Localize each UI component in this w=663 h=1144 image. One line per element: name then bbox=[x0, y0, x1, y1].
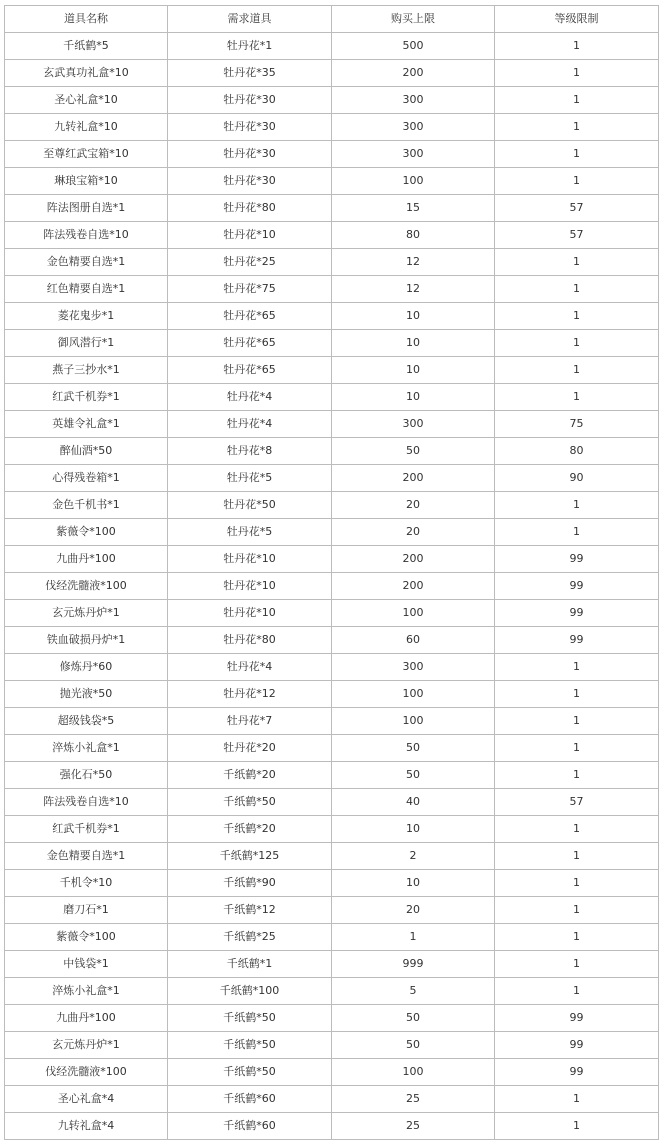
table-row bbox=[5, 60, 659, 87]
table-row bbox=[5, 951, 659, 978]
cell-item-name: 超级钱袋*5 bbox=[5, 708, 168, 735]
cell-level-limit: 1 bbox=[495, 357, 659, 384]
cell-purchase-limit: 500 bbox=[332, 33, 495, 60]
table-row bbox=[5, 222, 659, 249]
cell-level-limit: 1 bbox=[495, 870, 659, 897]
cell-level-limit: 1 bbox=[495, 681, 659, 708]
cell-item-name: 九曲丹*100 bbox=[5, 1005, 168, 1032]
table-row bbox=[5, 465, 659, 492]
cell-level-limit: 1 bbox=[495, 735, 659, 762]
table-row bbox=[5, 708, 659, 735]
cell-item-name: 千机令*10 bbox=[5, 870, 168, 897]
table-row bbox=[5, 978, 659, 1005]
cell-required-item: 牡丹花*10 bbox=[168, 573, 332, 600]
cell-purchase-limit: 50 bbox=[332, 438, 495, 465]
table-row bbox=[5, 600, 659, 627]
table-row bbox=[5, 411, 659, 438]
table-row bbox=[5, 519, 659, 546]
cell-purchase-limit: 10 bbox=[332, 384, 495, 411]
cell-level-limit: 1 bbox=[495, 330, 659, 357]
table-row bbox=[5, 168, 659, 195]
cell-item-name: 阵法图册自选*1 bbox=[5, 195, 168, 222]
cell-level-limit: 1 bbox=[495, 708, 659, 735]
cell-level-limit: 1 bbox=[495, 168, 659, 195]
cell-purchase-limit: 300 bbox=[332, 654, 495, 681]
cell-purchase-limit: 10 bbox=[332, 357, 495, 384]
cell-purchase-limit: 2 bbox=[332, 843, 495, 870]
cell-item-name: 千纸鹤*5 bbox=[5, 33, 168, 60]
cell-item-name: 燕子三抄水*1 bbox=[5, 357, 168, 384]
cell-item-name: 玄元炼丹炉*1 bbox=[5, 600, 168, 627]
cell-item-name: 强化石*50 bbox=[5, 762, 168, 789]
cell-required-item: 牡丹花*1 bbox=[168, 33, 332, 60]
table-row bbox=[5, 924, 659, 951]
cell-level-limit: 99 bbox=[495, 1032, 659, 1059]
cell-required-item: 千纸鹤*12 bbox=[168, 897, 332, 924]
cell-required-item: 牡丹花*8 bbox=[168, 438, 332, 465]
cell-item-name: 红武千机券*1 bbox=[5, 384, 168, 411]
cell-purchase-limit: 200 bbox=[332, 465, 495, 492]
table-row bbox=[5, 384, 659, 411]
cell-purchase-limit: 25 bbox=[332, 1086, 495, 1113]
table-row bbox=[5, 330, 659, 357]
cell-item-name: 御风潜行*1 bbox=[5, 330, 168, 357]
cell-required-item: 千纸鹤*60 bbox=[168, 1113, 332, 1140]
cell-purchase-limit: 60 bbox=[332, 627, 495, 654]
cell-required-item: 千纸鹤*20 bbox=[168, 816, 332, 843]
cell-purchase-limit: 10 bbox=[332, 330, 495, 357]
cell-purchase-limit: 12 bbox=[332, 276, 495, 303]
cell-required-item: 千纸鹤*50 bbox=[168, 789, 332, 816]
table-row bbox=[5, 735, 659, 762]
cell-required-item: 牡丹花*10 bbox=[168, 600, 332, 627]
cell-purchase-limit: 100 bbox=[332, 681, 495, 708]
cell-required-item: 千纸鹤*20 bbox=[168, 762, 332, 789]
cell-purchase-limit: 100 bbox=[332, 600, 495, 627]
cell-purchase-limit: 40 bbox=[332, 789, 495, 816]
cell-purchase-limit: 10 bbox=[332, 816, 495, 843]
cell-purchase-limit: 300 bbox=[332, 411, 495, 438]
header-level-limit: 等级限制 bbox=[495, 6, 659, 33]
header-item-name: 道具名称 bbox=[5, 6, 168, 33]
table-row bbox=[5, 843, 659, 870]
cell-item-name: 英雄令礼盒*1 bbox=[5, 411, 168, 438]
cell-level-limit: 1 bbox=[495, 519, 659, 546]
cell-required-item: 千纸鹤*50 bbox=[168, 1059, 332, 1086]
cell-level-limit: 1 bbox=[495, 843, 659, 870]
cell-level-limit: 1 bbox=[495, 249, 659, 276]
cell-required-item: 千纸鹤*60 bbox=[168, 1086, 332, 1113]
cell-purchase-limit: 15 bbox=[332, 195, 495, 222]
cell-level-limit: 1 bbox=[495, 492, 659, 519]
cell-item-name: 伐经洗髓液*100 bbox=[5, 1059, 168, 1086]
header-row bbox=[5, 6, 659, 33]
table-header bbox=[5, 6, 659, 33]
cell-required-item: 千纸鹤*1 bbox=[168, 951, 332, 978]
cell-level-limit: 1 bbox=[495, 978, 659, 1005]
cell-level-limit: 99 bbox=[495, 1005, 659, 1032]
cell-item-name: 铁血破损丹炉*1 bbox=[5, 627, 168, 654]
cell-purchase-limit: 999 bbox=[332, 951, 495, 978]
cell-level-limit: 75 bbox=[495, 411, 659, 438]
cell-item-name: 抛光液*50 bbox=[5, 681, 168, 708]
cell-item-name: 淬炼小礼盒*1 bbox=[5, 735, 168, 762]
cell-item-name: 中钱袋*1 bbox=[5, 951, 168, 978]
cell-level-limit: 99 bbox=[495, 1059, 659, 1086]
table-row bbox=[5, 870, 659, 897]
cell-level-limit: 1 bbox=[495, 897, 659, 924]
cell-purchase-limit: 25 bbox=[332, 1113, 495, 1140]
cell-item-name: 修炼丹*60 bbox=[5, 654, 168, 681]
cell-required-item: 牡丹花*12 bbox=[168, 681, 332, 708]
cell-purchase-limit: 200 bbox=[332, 573, 495, 600]
cell-item-name: 金色精要自选*1 bbox=[5, 843, 168, 870]
cell-item-name: 心得残卷箱*1 bbox=[5, 465, 168, 492]
cell-purchase-limit: 80 bbox=[332, 222, 495, 249]
cell-item-name: 琳琅宝箱*10 bbox=[5, 168, 168, 195]
cell-item-name: 醉仙酒*50 bbox=[5, 438, 168, 465]
cell-level-limit: 99 bbox=[495, 573, 659, 600]
cell-purchase-limit: 1 bbox=[332, 924, 495, 951]
cell-required-item: 牡丹花*4 bbox=[168, 654, 332, 681]
cell-level-limit: 57 bbox=[495, 195, 659, 222]
table-row bbox=[5, 1113, 659, 1140]
cell-required-item: 牡丹花*30 bbox=[168, 114, 332, 141]
cell-required-item: 牡丹花*65 bbox=[168, 303, 332, 330]
table-row bbox=[5, 438, 659, 465]
cell-purchase-limit: 10 bbox=[332, 870, 495, 897]
cell-level-limit: 99 bbox=[495, 600, 659, 627]
cell-item-name: 淬炼小礼盒*1 bbox=[5, 978, 168, 1005]
cell-item-name: 紫薇令*100 bbox=[5, 519, 168, 546]
cell-level-limit: 1 bbox=[495, 276, 659, 303]
cell-level-limit: 99 bbox=[495, 627, 659, 654]
cell-level-limit: 1 bbox=[495, 816, 659, 843]
cell-required-item: 千纸鹤*50 bbox=[168, 1032, 332, 1059]
cell-purchase-limit: 300 bbox=[332, 87, 495, 114]
cell-purchase-limit: 100 bbox=[332, 168, 495, 195]
table-row bbox=[5, 195, 659, 222]
cell-required-item: 牡丹花*65 bbox=[168, 357, 332, 384]
cell-required-item: 牡丹花*30 bbox=[168, 168, 332, 195]
cell-level-limit: 1 bbox=[495, 384, 659, 411]
cell-required-item: 牡丹花*4 bbox=[168, 384, 332, 411]
cell-level-limit: 1 bbox=[495, 60, 659, 87]
table-row bbox=[5, 573, 659, 600]
cell-item-name: 阵法残卷自选*10 bbox=[5, 222, 168, 249]
cell-item-name: 圣心礼盒*4 bbox=[5, 1086, 168, 1113]
cell-item-name: 红色精要自选*1 bbox=[5, 276, 168, 303]
cell-item-name: 九转礼盒*10 bbox=[5, 114, 168, 141]
cell-required-item: 牡丹花*80 bbox=[168, 627, 332, 654]
cell-required-item: 牡丹花*35 bbox=[168, 60, 332, 87]
cell-level-limit: 99 bbox=[495, 546, 659, 573]
cell-required-item: 牡丹花*30 bbox=[168, 87, 332, 114]
cell-purchase-limit: 50 bbox=[332, 1005, 495, 1032]
cell-level-limit: 1 bbox=[495, 141, 659, 168]
table-row bbox=[5, 1059, 659, 1086]
cell-purchase-limit: 5 bbox=[332, 978, 495, 1005]
cell-item-name: 金色精要自选*1 bbox=[5, 249, 168, 276]
header-required-item: 需求道具 bbox=[168, 6, 332, 33]
cell-item-name: 伐经洗髓液*100 bbox=[5, 573, 168, 600]
table-body bbox=[5, 33, 659, 1140]
cell-item-name: 阵法残卷自选*10 bbox=[5, 789, 168, 816]
table-row bbox=[5, 789, 659, 816]
table-row bbox=[5, 492, 659, 519]
cell-item-name: 金色千机书*1 bbox=[5, 492, 168, 519]
table-row bbox=[5, 141, 659, 168]
table-row bbox=[5, 1086, 659, 1113]
header-purchase-limit: 购买上限 bbox=[332, 6, 495, 33]
table-row bbox=[5, 762, 659, 789]
cell-purchase-limit: 50 bbox=[332, 762, 495, 789]
cell-required-item: 牡丹花*20 bbox=[168, 735, 332, 762]
cell-level-limit: 1 bbox=[495, 951, 659, 978]
cell-purchase-limit: 20 bbox=[332, 492, 495, 519]
table-row bbox=[5, 681, 659, 708]
cell-item-name: 至尊红武宝箱*10 bbox=[5, 141, 168, 168]
cell-required-item: 牡丹花*50 bbox=[168, 492, 332, 519]
cell-item-name: 磨刀石*1 bbox=[5, 897, 168, 924]
table-row bbox=[5, 87, 659, 114]
cell-level-limit: 80 bbox=[495, 438, 659, 465]
cell-level-limit: 1 bbox=[495, 924, 659, 951]
cell-purchase-limit: 300 bbox=[332, 114, 495, 141]
cell-required-item: 牡丹花*25 bbox=[168, 249, 332, 276]
table-row bbox=[5, 627, 659, 654]
table-row bbox=[5, 33, 659, 60]
cell-level-limit: 1 bbox=[495, 654, 659, 681]
cell-level-limit: 1 bbox=[495, 1113, 659, 1140]
cell-level-limit: 1 bbox=[495, 303, 659, 330]
cell-required-item: 千纸鹤*25 bbox=[168, 924, 332, 951]
cell-required-item: 千纸鹤*90 bbox=[168, 870, 332, 897]
cell-level-limit: 1 bbox=[495, 87, 659, 114]
table-row bbox=[5, 816, 659, 843]
table-row bbox=[5, 1032, 659, 1059]
table-row bbox=[5, 357, 659, 384]
cell-purchase-limit: 100 bbox=[332, 1059, 495, 1086]
cell-purchase-limit: 200 bbox=[332, 546, 495, 573]
cell-required-item: 千纸鹤*100 bbox=[168, 978, 332, 1005]
cell-item-name: 菱花鬼步*1 bbox=[5, 303, 168, 330]
cell-required-item: 牡丹花*65 bbox=[168, 330, 332, 357]
table-row bbox=[5, 114, 659, 141]
table-row bbox=[5, 303, 659, 330]
cell-required-item: 牡丹花*80 bbox=[168, 195, 332, 222]
cell-required-item: 牡丹花*5 bbox=[168, 465, 332, 492]
cell-level-limit: 90 bbox=[495, 465, 659, 492]
cell-item-name: 九曲丹*100 bbox=[5, 546, 168, 573]
cell-purchase-limit: 100 bbox=[332, 708, 495, 735]
cell-purchase-limit: 50 bbox=[332, 735, 495, 762]
cell-required-item: 牡丹花*75 bbox=[168, 276, 332, 303]
table-row bbox=[5, 276, 659, 303]
exchange-table bbox=[4, 5, 659, 1140]
table-row bbox=[5, 546, 659, 573]
cell-required-item: 牡丹花*7 bbox=[168, 708, 332, 735]
cell-item-name: 紫薇令*100 bbox=[5, 924, 168, 951]
cell-purchase-limit: 300 bbox=[332, 141, 495, 168]
cell-item-name: 玄武真功礼盒*10 bbox=[5, 60, 168, 87]
cell-purchase-limit: 12 bbox=[332, 249, 495, 276]
cell-level-limit: 1 bbox=[495, 33, 659, 60]
table-row bbox=[5, 897, 659, 924]
cell-level-limit: 1 bbox=[495, 1086, 659, 1113]
cell-required-item: 牡丹花*5 bbox=[168, 519, 332, 546]
cell-level-limit: 1 bbox=[495, 114, 659, 141]
cell-required-item: 千纸鹤*125 bbox=[168, 843, 332, 870]
cell-purchase-limit: 20 bbox=[332, 897, 495, 924]
cell-required-item: 牡丹花*4 bbox=[168, 411, 332, 438]
cell-required-item: 牡丹花*30 bbox=[168, 141, 332, 168]
cell-required-item: 牡丹花*10 bbox=[168, 222, 332, 249]
cell-purchase-limit: 200 bbox=[332, 60, 495, 87]
cell-required-item: 千纸鹤*50 bbox=[168, 1005, 332, 1032]
cell-item-name: 玄元炼丹炉*1 bbox=[5, 1032, 168, 1059]
cell-item-name: 红武千机券*1 bbox=[5, 816, 168, 843]
table-row bbox=[5, 249, 659, 276]
cell-item-name: 九转礼盒*4 bbox=[5, 1113, 168, 1140]
table-row bbox=[5, 654, 659, 681]
cell-purchase-limit: 10 bbox=[332, 303, 495, 330]
cell-required-item: 牡丹花*10 bbox=[168, 546, 332, 573]
cell-item-name: 圣心礼盒*10 bbox=[5, 87, 168, 114]
cell-level-limit: 57 bbox=[495, 222, 659, 249]
cell-level-limit: 1 bbox=[495, 762, 659, 789]
cell-level-limit: 57 bbox=[495, 789, 659, 816]
table-row bbox=[5, 1005, 659, 1032]
cell-purchase-limit: 50 bbox=[332, 1032, 495, 1059]
cell-purchase-limit: 20 bbox=[332, 519, 495, 546]
